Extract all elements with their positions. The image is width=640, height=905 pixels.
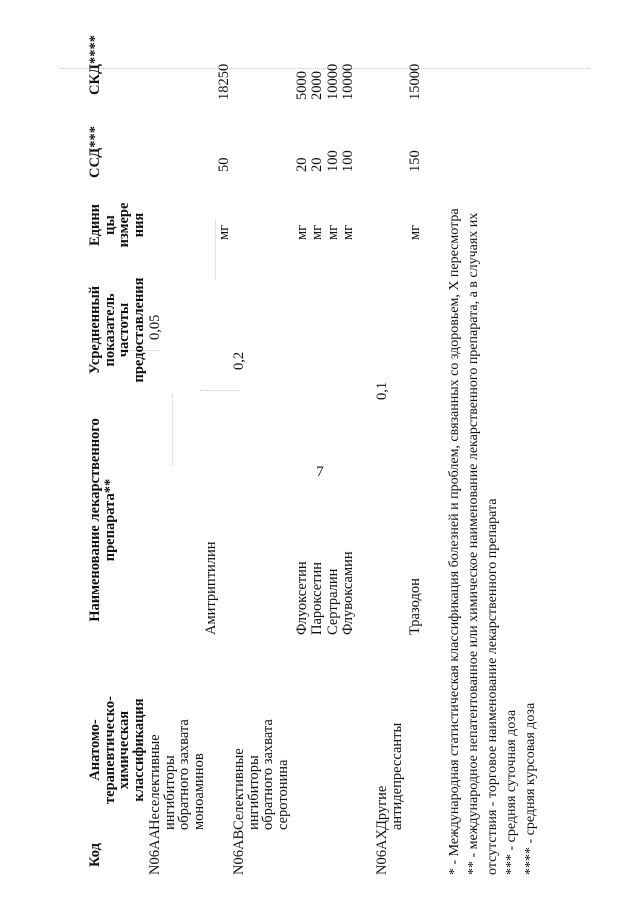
header-unit: Едини цы измере ния <box>87 202 147 248</box>
drug-name: Пароксетин <box>309 562 325 635</box>
group-atc: Другие антидепрессанты <box>374 722 405 830</box>
group-atc: Селективные ингибиторы обратного захвата серотонина <box>231 719 291 830</box>
footnote: * - Международная статистическая классификация болезней и проблем, связанных со здоровьем, X пересмотра <box>447 208 462 875</box>
header-code: Код <box>87 843 103 867</box>
drug-name: Флувоксамин <box>340 551 356 635</box>
drug-name: Тразодон <box>407 578 423 635</box>
header-freq: Усредненный показатель частоты предоставления <box>87 277 147 383</box>
drug-ssd: 20 <box>294 157 310 172</box>
header-atc: Анатомо- терапевтическо- химическая классификация <box>87 696 147 804</box>
header-ssd: ССД*** <box>87 126 103 178</box>
group-code: N06AA <box>147 829 163 875</box>
drug-skd: 5000 <box>294 71 310 100</box>
footnote: *** - средняя суточная доза <box>504 709 519 875</box>
drug-ssd: 100 <box>325 150 341 172</box>
group-code: N06AB <box>231 829 247 875</box>
header-drug: Наименование лекарственного препарата** <box>87 418 118 622</box>
drug-skd: 10000 <box>325 63 341 100</box>
rotated-table-page <box>70 15 540 875</box>
footnotes <box>445 15 540 875</box>
group-freq: 0,1 <box>374 381 390 400</box>
drug-skd: 10000 <box>340 63 356 100</box>
drug-unit: мг <box>294 224 310 240</box>
page-number: 7 <box>316 464 324 480</box>
drug-unit: мг <box>216 224 232 240</box>
drug-ssd: 20 <box>309 157 325 172</box>
group-freq: 0,2 <box>231 351 247 370</box>
drug-unit: мг <box>407 224 423 240</box>
drug-ssd: 50 <box>216 157 232 172</box>
drug-unit: мг <box>325 224 341 240</box>
group-atc: Неселективные ингибиторы обратного захвата моноаминов <box>147 719 207 830</box>
drug-ssd: 150 <box>407 150 423 172</box>
drug-ssd: 100 <box>340 150 356 172</box>
drug-unit: мг <box>340 224 356 240</box>
drug-skd: 2000 <box>309 71 325 100</box>
header-skd: СКД**** <box>87 35 103 95</box>
footnote: **** - средняя курсовая доза <box>523 702 538 875</box>
footnote: ** - международное непатентованное или химическое наименование лекарственного препарата, а в случаях их <box>466 212 481 875</box>
drug-unit: мг <box>309 224 325 240</box>
footnote: отсутствия - торговое наименование лекарственного препарата <box>485 498 500 875</box>
group-code: N06AX <box>374 829 390 875</box>
drug-name: Амитриптилин <box>203 541 219 635</box>
drug-skd: 18250 <box>216 63 232 100</box>
drug-name: Флуоксетин <box>294 561 310 635</box>
drug-name: Сертралин <box>325 568 341 635</box>
drug-skd: 15000 <box>407 63 423 100</box>
group-freq: 0,05 <box>147 314 163 340</box>
